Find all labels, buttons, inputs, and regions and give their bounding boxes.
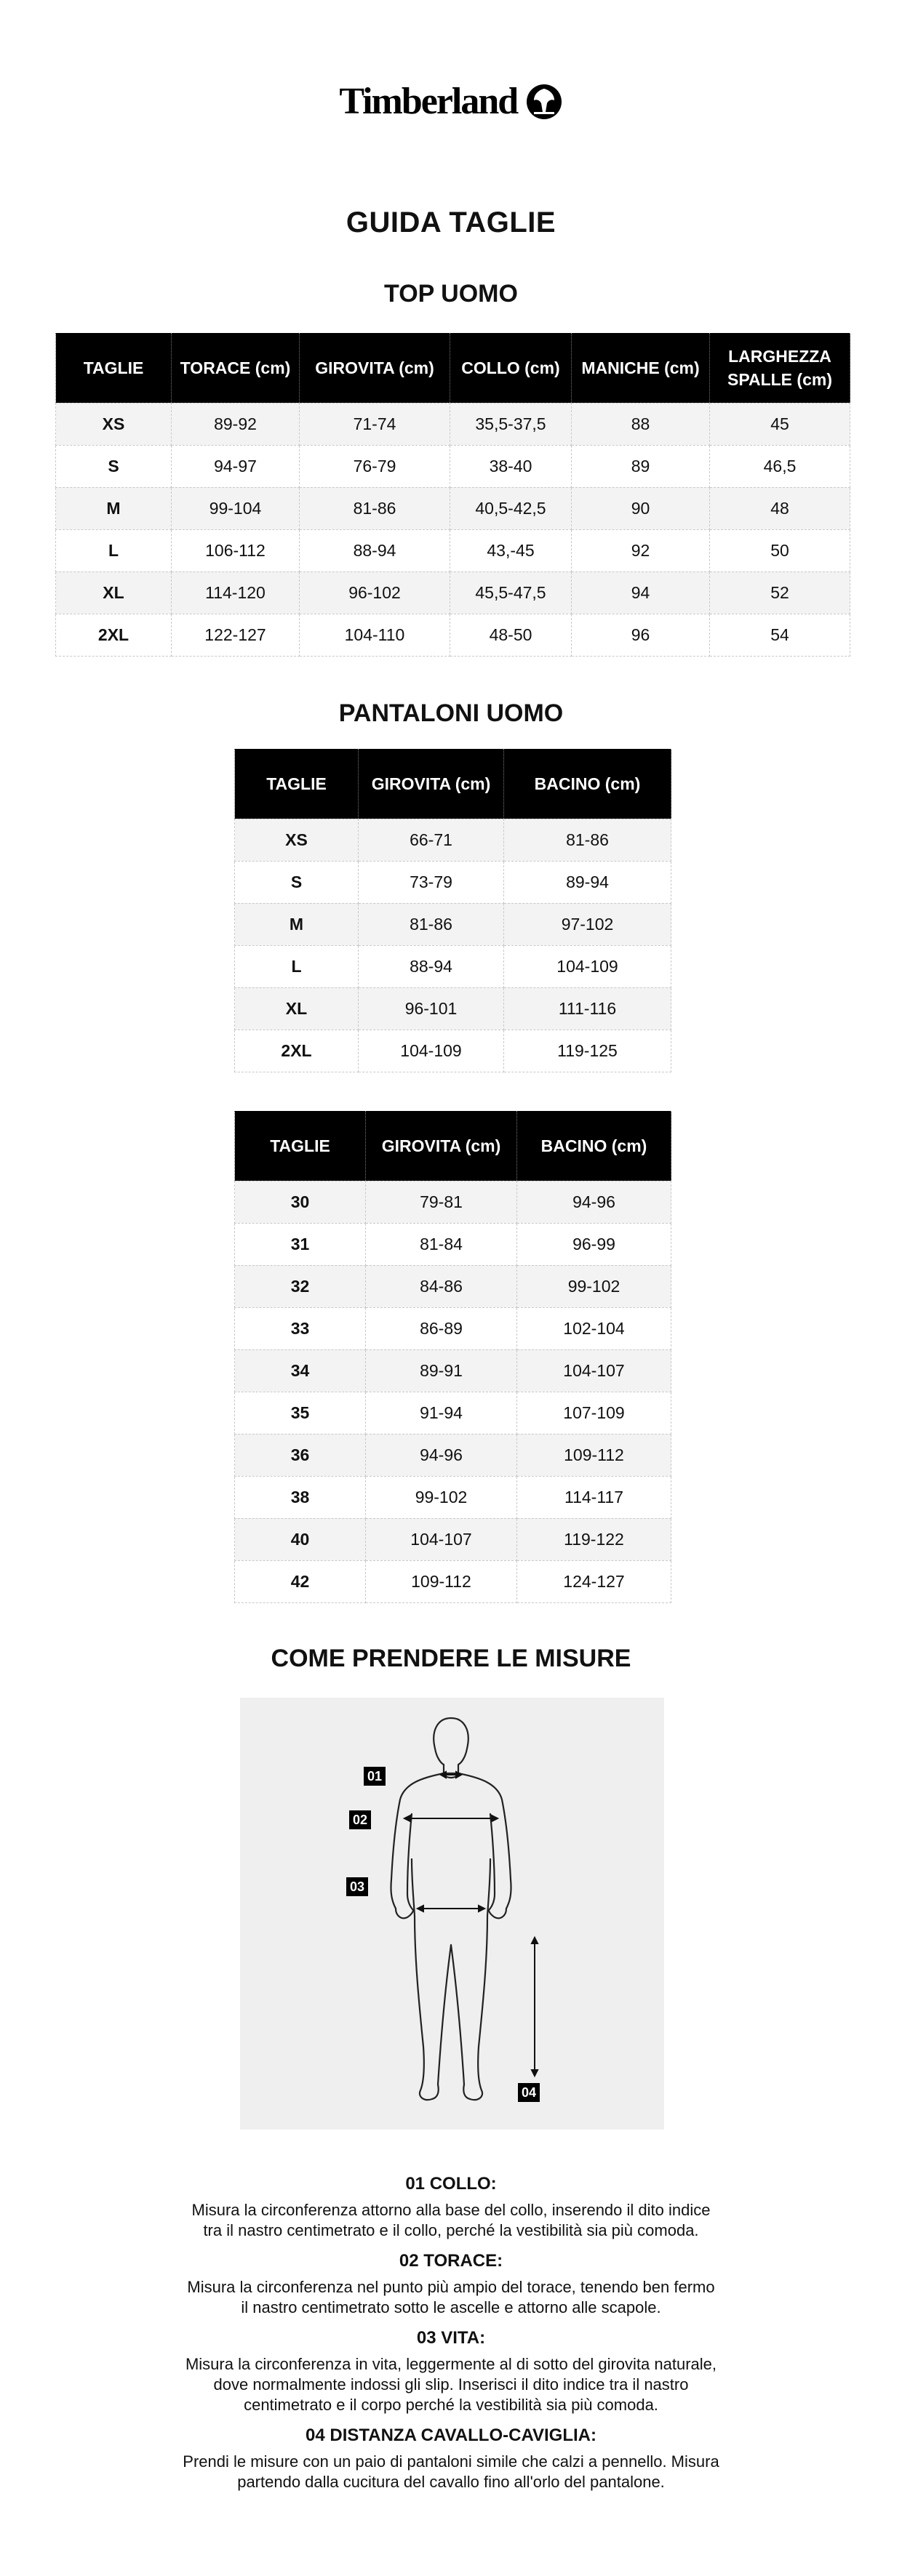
value-cell: 45 [710,403,850,445]
value-cell: 81-86 [359,903,504,945]
col-header: COLLO (cm) [450,333,572,403]
table-header-row [235,749,671,819]
value-cell: 88-94 [300,529,450,571]
table-row [235,1223,671,1265]
size-cell: 38 [235,1476,366,1518]
size-cell: 31 [235,1223,366,1265]
value-cell: 104-107 [517,1349,671,1392]
value-cell: 40,5-42,5 [450,487,572,529]
col-header: TAGLIE [56,333,172,403]
col-header: TAGLIE [235,749,359,819]
col-header: GIROVITA (cm) [366,1111,517,1181]
value-cell: 99-102 [366,1476,517,1518]
col-header: GIROVITA (cm) [359,749,504,819]
table-row [56,445,850,487]
value-cell: 99-102 [517,1265,671,1307]
table-row [56,487,850,529]
instruction-text: Misura la circonferenza attorno alla base del collo, inserendo il dito indice tra il nastro centimetrato e il collo, perché la vestibilità sia più comoda. [191,2201,711,2239]
value-cell: 91-94 [366,1392,517,1434]
value-cell: 84-86 [366,1265,517,1307]
tree-logo-icon [525,83,563,121]
value-cell: 86-89 [366,1307,517,1349]
table-row [235,1181,671,1223]
value-cell: 52 [710,571,850,614]
instruction-title: 04 DISTANZA CAVALLO-CAVIGLIA: [306,2425,596,2445]
col-header: MANICHE (cm) [572,333,710,403]
size-cell: S [235,861,359,903]
value-cell: 50 [710,529,850,571]
pantaloni-uomo-table [234,749,671,1072]
size-cell: XL [56,571,172,614]
table-row [56,614,850,656]
value-cell: 88-94 [359,945,504,987]
instruction-title: 03 VITA: [416,2328,486,2348]
measurement-figure [240,1698,664,2130]
pantaloni-uomo-title: PANTALONI UOMO [338,699,564,727]
value-cell: 66-71 [359,819,504,861]
table-row [235,1307,671,1349]
value-cell: 46,5 [710,445,850,487]
value-cell: 38-40 [450,445,572,487]
value-cell: 114-117 [517,1476,671,1518]
table-row [56,403,850,445]
size-cell: 32 [235,1265,366,1307]
value-cell: 104-109 [504,945,671,987]
value-cell: 96-99 [517,1223,671,1265]
value-cell: 96-102 [300,571,450,614]
top-uomo-title: TOP UOMO [384,280,518,308]
value-cell: 89-92 [172,403,300,445]
misure-title: COME PRENDERE LE MISURE [271,1645,631,1672]
value-cell: 104-107 [366,1518,517,1560]
instruction-torace [182,2251,720,2318]
value-cell: 96-101 [359,987,504,1030]
value-cell: 97-102 [504,903,671,945]
value-cell: 43,-45 [450,529,572,571]
brand-logo [0,80,902,123]
size-cell: M [235,903,359,945]
value-cell: 81-84 [366,1223,517,1265]
value-cell: 109-112 [366,1560,517,1602]
pantaloni-numerici-table [234,1111,671,1603]
value-cell: 89 [572,445,710,487]
value-cell: 111-116 [504,987,671,1030]
value-cell: 94-96 [517,1181,671,1223]
size-cell: XL [235,987,359,1030]
value-cell: 81-86 [300,487,450,529]
instruction-title: 02 TORACE: [399,2251,503,2271]
col-header: TAGLIE [235,1111,366,1181]
table-row [235,1265,671,1307]
value-cell: 102-104 [517,1307,671,1349]
table-row [235,1476,671,1518]
value-cell: 99-104 [172,487,300,529]
value-cell: 94-96 [366,1434,517,1476]
value-cell: 48 [710,487,850,529]
value-cell: 107-109 [517,1392,671,1434]
instruction-title: 01 COLLO: [405,2174,497,2194]
top-uomo-table [55,333,850,657]
value-cell: 79-81 [366,1181,517,1223]
col-header: BACINO (cm) [517,1111,671,1181]
instruction-collo [182,2174,720,2241]
page-title: GUIDA TAGLIE [346,206,556,238]
brand-name: Timberland [339,81,518,122]
size-cell: 36 [235,1434,366,1476]
figure-tag-01: 01 [364,1767,386,1786]
body-outline-illustration [240,1698,664,2130]
col-header: GIROVITA (cm) [300,333,450,403]
table-row [235,1560,671,1602]
instruction-text: Misura la circonferenza nel punto più ampio del torace, tenendo ben fermo il nastro centimetrato sotto le ascelle e attorno alle scapole. [187,2278,715,2316]
size-cell: M [56,487,172,529]
value-cell: 94 [572,571,710,614]
size-cell: 33 [235,1307,366,1349]
table-row [56,571,850,614]
value-cell: 92 [572,529,710,571]
table-row [235,1349,671,1392]
table-header-row [56,333,850,403]
value-cell: 106-112 [172,529,300,571]
col-header: LARGHEZZA SPALLE (cm) [710,333,850,403]
size-cell: 2XL [235,1030,359,1072]
table-header-row [235,1111,671,1181]
col-header: TORACE (cm) [172,333,300,403]
size-cell: 40 [235,1518,366,1560]
value-cell: 73-79 [359,861,504,903]
value-cell: 54 [710,614,850,656]
table-row [235,1030,671,1072]
instruction-cavallo-caviglia [182,2425,720,2492]
value-cell: 119-122 [517,1518,671,1560]
value-cell: 94-97 [172,445,300,487]
value-cell: 45,5-47,5 [450,571,572,614]
value-cell: 81-86 [504,819,671,861]
size-cell: XS [235,819,359,861]
value-cell: 104-109 [359,1030,504,1072]
instruction-text: Misura la circonferenza in vita, leggermente al di sotto del girovita naturale, dove normalmente indossi gli slip. Inserisci il dito indice tra il nastro centimetrato e il corpo perché la vestibilità sia più comoda. [185,2355,717,2414]
value-cell: 96 [572,614,710,656]
size-cell: 42 [235,1560,366,1602]
table-row [235,945,671,987]
size-cell: L [235,945,359,987]
value-cell: 124-127 [517,1560,671,1602]
value-cell: 48-50 [450,614,572,656]
value-cell: 90 [572,487,710,529]
measurement-instructions [182,2174,720,2503]
col-header: BACINO (cm) [504,749,671,819]
table-row [235,819,671,861]
value-cell: 104-110 [300,614,450,656]
value-cell: 122-127 [172,614,300,656]
value-cell: 109-112 [517,1434,671,1476]
figure-tag-04: 04 [518,2083,540,2102]
table-row [235,1518,671,1560]
size-cell: 30 [235,1181,366,1223]
size-cell: 34 [235,1349,366,1392]
instruction-text: Prendi le misure con un paio di pantaloni simile che calzi a pennello. Misura partendo dalla cucitura del cavallo fino all'orlo del pantalone. [183,2452,719,2491]
size-cell: 35 [235,1392,366,1434]
value-cell: 119-125 [504,1030,671,1072]
figure-tag-03: 03 [346,1877,368,1896]
table-row [235,987,671,1030]
value-cell: 35,5-37,5 [450,403,572,445]
value-cell: 71-74 [300,403,450,445]
value-cell: 88 [572,403,710,445]
figure-tag-02: 02 [349,1810,371,1829]
table-row [56,529,850,571]
value-cell: 89-91 [366,1349,517,1392]
value-cell: 114-120 [172,571,300,614]
size-cell: L [56,529,172,571]
size-cell: S [56,445,172,487]
value-cell: 89-94 [504,861,671,903]
table-row [235,1392,671,1434]
size-cell: XS [56,403,172,445]
instruction-vita [182,2328,720,2415]
value-cell: 76-79 [300,445,450,487]
table-row [235,861,671,903]
size-cell: 2XL [56,614,172,656]
table-row [235,903,671,945]
table-row [235,1434,671,1476]
